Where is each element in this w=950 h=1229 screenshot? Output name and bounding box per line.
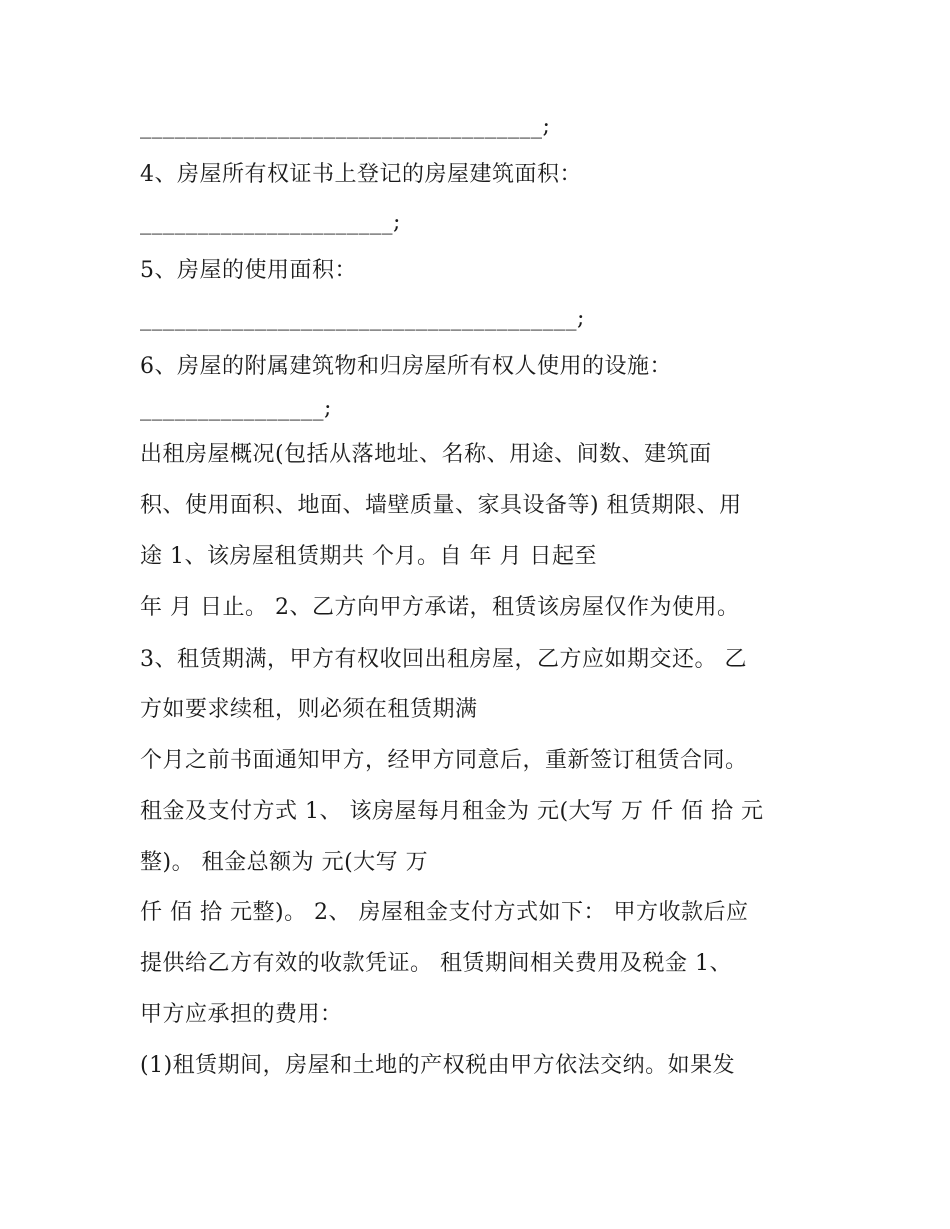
text-line: ______________________________________; [140, 306, 585, 331]
text-line: 途 1、该房屋租赁期共 个月。自 年 月 日起至 [140, 544, 597, 569]
text-line: ________________; [140, 396, 332, 421]
text-line: 5、房屋的使用面积： [140, 258, 357, 283]
text-line: ___________________________________; [140, 114, 551, 139]
text-line: 积、使用面积、地面、墙壁质量、家具设备等) 租赁期限、用 [140, 493, 742, 518]
text-line: 提供给乙方有效的收款凭证。 租赁期间相关费用及税金 1、 [140, 951, 732, 976]
text-line: 方如要求续租，则必须在租赁期满 [140, 697, 478, 722]
text-line: 4、房屋所有权证书上登记的房屋建筑面积： [140, 162, 582, 187]
text-line: 3、租赁期满，甲方有权收回出租房屋，乙方应如期交还。 乙 [140, 647, 747, 672]
text-line: 整)。 租金总额为 元(大写 万 [140, 850, 429, 875]
text-line: 租金及支付方式 1、 该房屋每月租金为 元(大写 万 仟 佰 拾 元 [140, 799, 764, 824]
text-line: 年 月 日止。 2、乙方向甲方承诺，租赁该房屋仅作为使用。 [140, 595, 740, 620]
text-line: 6、房屋的附属建筑物和归房屋所有权人使用的设施： [140, 354, 672, 379]
text-line: 个月之前书面通知甲方，经甲方同意后，重新签订租赁合同。 [140, 748, 748, 773]
text-line: 仟 佰 拾 元整)。 2、 房屋租金支付方式如下： 甲方收款后应 [140, 900, 749, 925]
text-line: 甲方应承担的费用： [140, 1002, 343, 1027]
text-line: 出租房屋概况(包括从落地址、名称、用途、间数、建筑面 [140, 442, 712, 467]
text-line: (1)租赁期间，房屋和土地的产权税由甲方依法交纳。如果发 [140, 1053, 736, 1078]
text-line: ______________________; [140, 210, 401, 235]
